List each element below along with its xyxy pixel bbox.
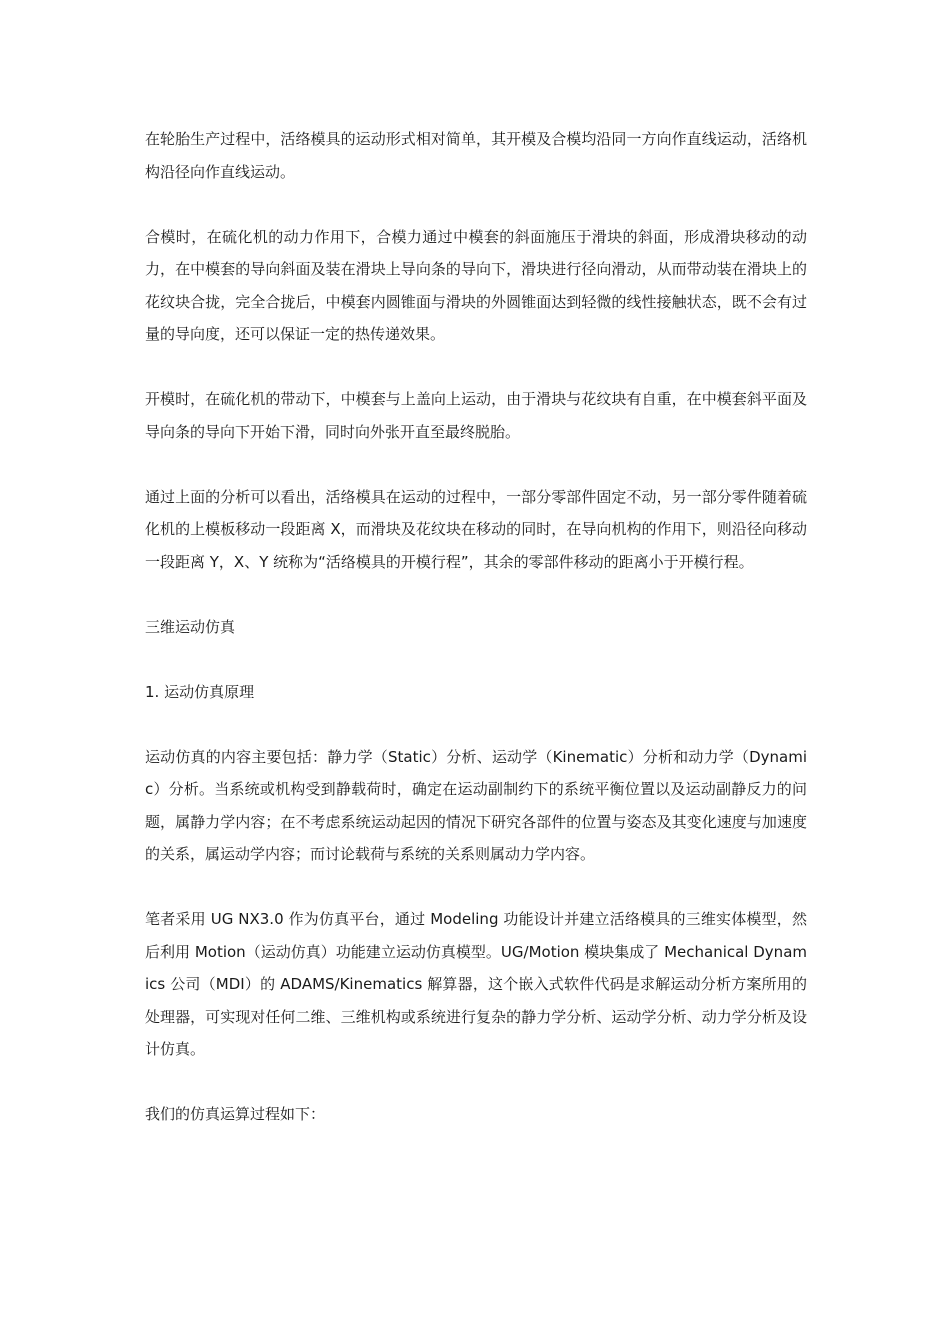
paragraph-opening-stroke: 通过上面的分析可以看出，活络模具在运动的过程中，一部分零部件固定不动，另一部分零件随着硫化机的上模板移动一段距离 X，而滑块及花纹块在移动的同时，在导向机构的作用下，则沿径向移动一段距离 Y，X、Y 统称为“活络模具的开模行程”，其余的零部件移动的距离小于开模行程。 [145, 487, 807, 571]
paragraph-mold-opening: 开模时，在硫化机的带动下，中模套与上盖向上运动，由于滑块与花纹块有自重，在中模套斜平面及导向条的导向下开始下滑，同时向外张开直至最终脱胎。 [145, 390, 807, 441]
paragraph-simulation-process-intro: 我们的仿真运算过程如下： [145, 1105, 326, 1123]
document-body [145, 123, 807, 1131]
subsection-heading-simulation-principle: 1. 运动仿真原理 [145, 682, 255, 701]
section-heading-3d-simulation: 三维运动仿真 [145, 617, 236, 636]
paragraph-mold-motion-overview: 在轮胎生产过程中，活络模具的运动形式相对简单，其开模及合模均沿同一方向作直线运动，活络机构沿径向作直线运动。 [145, 130, 807, 181]
paragraph-simulation-content: 运动仿真的内容主要包括：静力学（Static）分析、运动学（Kinematic）分析和动力学（Dynamic）分析。当系统或机构受到静载荷时，确定在运动副制约下的系统平衡位置以及运动副静反力的问题，属静力学内容；在不考虑系统运动起因的情况下研究各部件的位置与姿态及其变化速度与加速度的关系，属运动学内容；而讨论载荷与系统的关系则属动力学内容。 [145, 747, 807, 863]
paragraph-mold-closing: 合模时，在硫化机的动力作用下，合模力通过中模套的斜面施压于滑块的斜面，形成滑块移动的动力，在中模套的导向斜面及装在滑块上导向条的导向下，滑块进行径向滑动，从而带动装在滑块上的花纹块合拢，完全合拢后，中模套内圆锥面与滑块的外圆锥面达到轻微的线性接触状态，既不会有过量的导向度，还可以保证一定的热传递效果。 [145, 227, 807, 343]
paragraph-ug-nx-platform: 笔者采用 UG NX3.0 作为仿真平台，通过 Modeling 功能设计并建立活络模具的三维实体模型，然后利用 Motion（运动仿真）功能建立运动仿真模型。UG/Motion 模块集成了 Mechanical Dynamics 公司（MDI）的 ADAMS/Kinematics 解算器，这个嵌入式软件代码是求解运动分析方案所用的处理器，可实现对任何二维、三维机构或系统进行复杂的静力学分析、运动学分析、动力学分析及设计仿真。 [145, 910, 807, 1058]
